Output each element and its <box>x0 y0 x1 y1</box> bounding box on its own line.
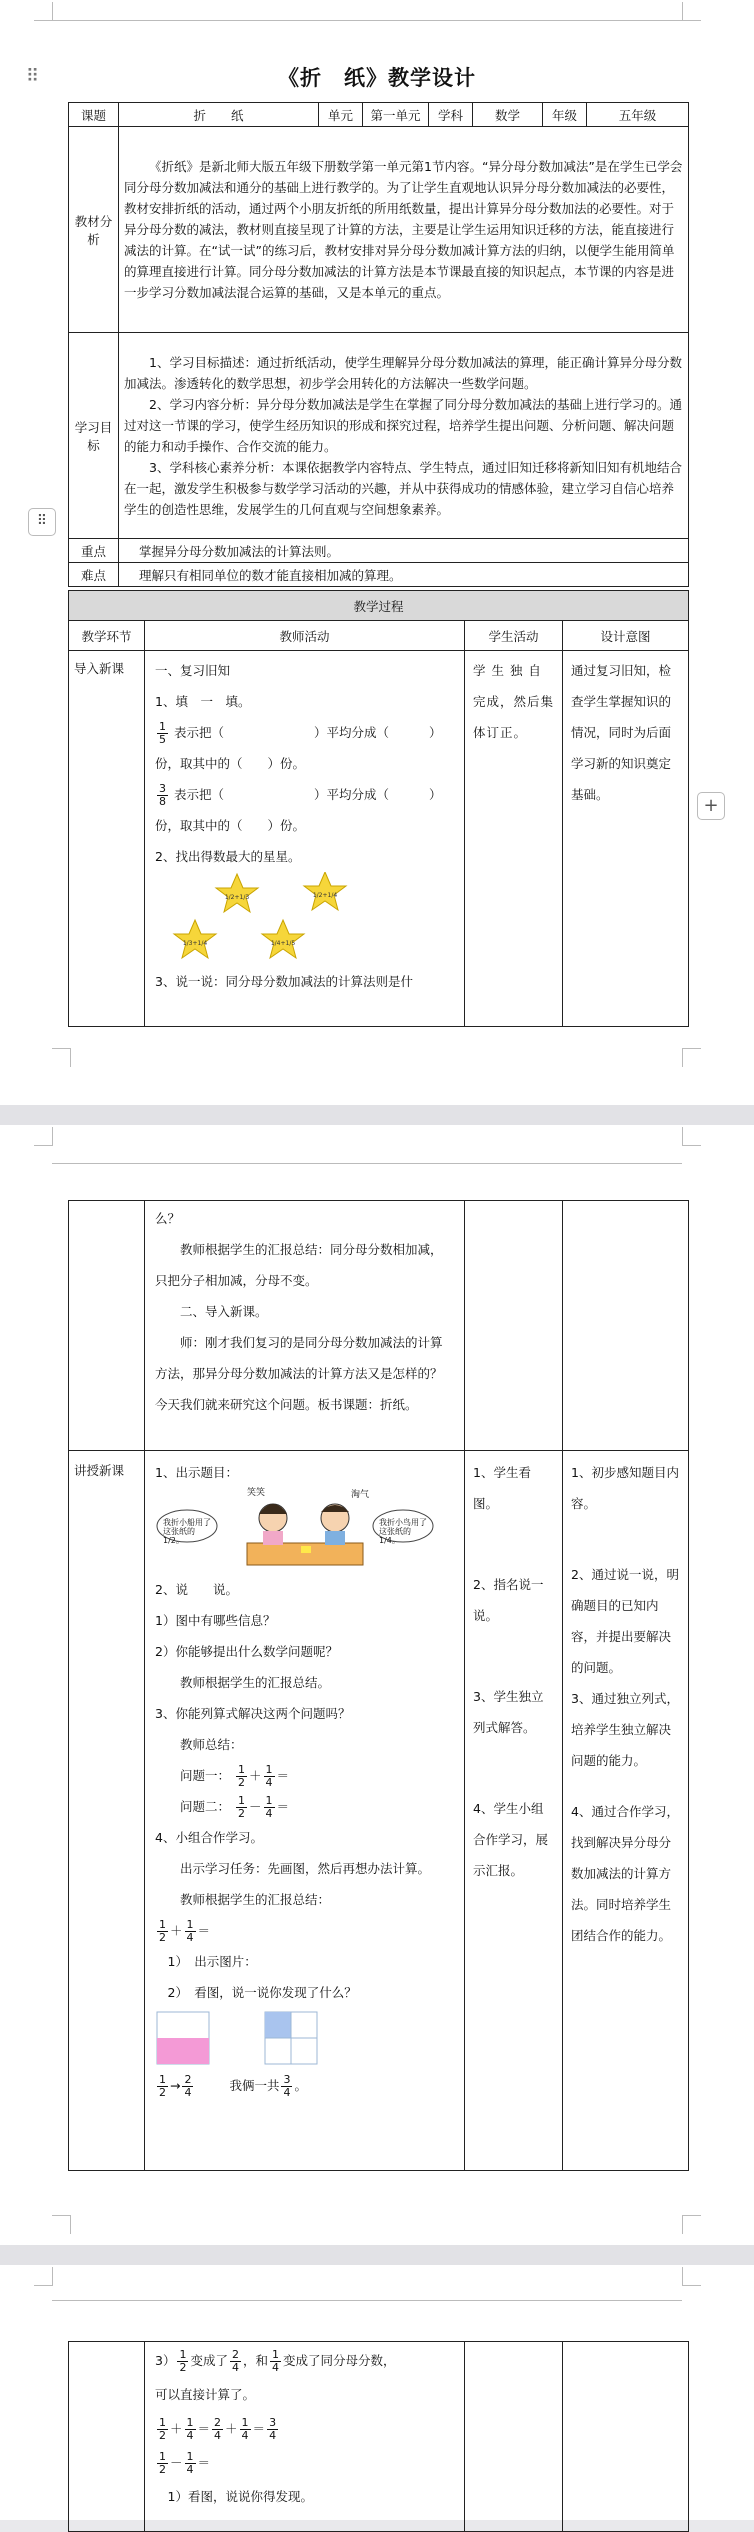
teacher-line: 2）你能够提出什么数学问题呢？ <box>155 1644 338 1659</box>
svg-text:1/3+1/4: 1/3+1/4 <box>182 940 208 947</box>
equation-line: $\frac{1}{2}$ － $\frac{1}{4}$ ＝ <box>159 2450 211 2476</box>
page-corner-mark <box>34 2267 53 2286</box>
header-cell: 学科 <box>429 103 473 127</box>
row-label: 教材分析 <box>69 127 119 333</box>
stage-cell: 导入新课 <box>69 651 145 1027</box>
row-label: 难点 <box>69 563 119 587</box>
column-header: 教学环节 <box>69 621 145 651</box>
stars-figure <box>155 872 454 966</box>
teacher-line: 么？ <box>155 1211 181 1226</box>
speech-bubble: 我折小船用了这张纸的1/2。 <box>163 1518 211 1545</box>
intent-step: 1、初步感知题目内容。 <box>571 1465 679 1511</box>
page-gap <box>0 1105 754 1125</box>
star-icon <box>174 920 216 958</box>
process-table-continued <box>68 2341 689 2532</box>
teacher-line: 1）图中有哪些信息？ <box>155 1613 276 1628</box>
page-gap <box>0 2245 754 2265</box>
equation-line: $\frac{1}{2}$ ＋ $\frac{1}{4}$ ＝ $\frac{2}{4}$ ＋ $\frac{1}{4}$ ＝ $\frac{3}{4}$ <box>159 2416 277 2442</box>
teacher-line: 1、出示题目： <box>155 1465 238 1480</box>
student-step: 4、学生小组合作学习，展示汇报。 <box>473 1801 549 1878</box>
header-cell: 课题 <box>69 103 119 127</box>
stage-cell <box>69 1201 145 1451</box>
teacher-line: 1） 出示图片： <box>167 1954 257 1969</box>
teacher-line: 教师根据学生的汇报总结：同分母分数相加减，只把分子相加减，分母不变。 <box>155 1242 443 1288</box>
column-header: 教师活动 <box>145 621 465 651</box>
drag-handle-icon[interactable]: ⠿ <box>26 66 40 87</box>
teacher-line: 3、你能列算式解决这两个问题吗？ <box>155 1706 351 1721</box>
material-analysis-text: 《折纸》是新北师大版五年级下册数学第一单元第1节内容。“异分母分数加减法”是在学生已学会同分母分数加减法和通分的基础上进行教学的。为了让学生直观地认识异分母分数加减法的必要性，教材安排折纸的活动，通过两个小朋友折纸的所用纸数量，提出计算异分母分数加法的必要性。对于异分母分数的减法，教材则直接呈现了计算的方法，主要是让学生运用知识迁移的方法，能直接进行减法的计算。在“试一试”的练习后，教材安排对异分母分数加减计算方法的归纳，以便学生能用简单的算理直接进行计算。同分母分数加减法的计算方法是本节课最直接的知识起点，本节课的内容是进一步学习分数加减法混合运算的基础，又是本单元的重点。 <box>124 159 683 300</box>
fraction-question: $\frac{1}{5}$ 表示把（ ）平均分成（ ） <box>159 720 442 746</box>
teacher-line: 3、说一说：同分母分数加减法的计算法则是什 <box>155 974 413 989</box>
folding-paper-illustration <box>155 1488 454 1574</box>
speech-bubble: 我折小鸟用了这张纸的1/4。 <box>379 1518 427 1545</box>
teacher-line: 教师根据学生的汇报总结。 <box>180 1675 331 1690</box>
goal-text: 1、学习目标描述：通过折纸活动，使学生理解异分母分数加减法的算理，能正确计算异分母分数加减法。渗透转化的数学思想，初步学会用转化的方法解决一些数学问题。 <box>124 354 682 391</box>
student-activity <box>465 2342 563 2532</box>
column-header: 设计意图 <box>563 621 689 651</box>
fraction: $\frac{3}{8}$ <box>159 782 166 808</box>
star-icon <box>304 872 346 910</box>
student-step: 1、学生看图。 <box>473 1465 531 1511</box>
fraction-diagram <box>155 2008 454 2070</box>
equation-line: 问题二： $\frac{1}{2}$ － $\frac{1}{4}$ ＝ <box>180 1794 290 1820</box>
header-cell: 单元 <box>319 103 363 127</box>
block-handle-icon[interactable]: ⠿ <box>28 508 56 536</box>
page-margin-line <box>52 20 682 21</box>
teacher-line: 2、找出得数最大的星星。 <box>155 849 301 864</box>
svg-text:1/2+1/4: 1/2+1/4 <box>312 892 338 899</box>
page-corner-mark <box>52 1048 71 1067</box>
row-label: 重点 <box>69 539 119 563</box>
lesson-table <box>68 102 689 587</box>
teacher-line: 出示学习任务：先画图，然后再想办法计算。 <box>180 1861 431 1876</box>
character-label: 笑笑 <box>247 1488 266 1498</box>
header-cell: 折 纸 <box>119 103 319 127</box>
student-step: 2、指名说一说。 <box>473 1577 544 1623</box>
page-corner-mark <box>34 1127 53 1146</box>
svg-text:1/4+1/5: 1/4+1/5 <box>270 940 296 947</box>
student-step: 3、学生独立列式解答。 <box>473 1689 544 1735</box>
page-2 <box>0 1125 754 2245</box>
page-corner-mark <box>682 2 701 21</box>
intent-step: 2、通过说一说，明确题目的已知内容，并提出要解决的问题。 <box>571 1567 679 1675</box>
page-margin-line <box>52 1163 682 1164</box>
character-label: 淘气 <box>351 1490 370 1500</box>
page-margin-line <box>52 2300 682 2301</box>
teacher-line: 师：刚才我们复习的是同分母分数加减法的计算方法，那异分母分数加减法的计算方法又是怎样的？今天我们就来研究这个问题。板书课题：折纸。 <box>155 1335 443 1412</box>
star-icon <box>216 874 258 912</box>
page-corner-mark <box>682 2267 701 2286</box>
goal-text: 2、学习内容分析：异分母分数加减法是学生在掌握了同分母分数加减法的基础上进行学习的。通过对这一节课的学习，使学生经历知识的形成和探究过程，培养学生提出问题、分析问题、解决问题的能力和动手操作、合作交流的能力。 <box>124 396 682 454</box>
teacher-line: 1、填 一 填。 <box>155 694 251 709</box>
teacher-line: 可以直接计算了。 <box>155 2387 256 2402</box>
process-heading: 教学过程 <box>69 591 689 621</box>
teacher-line: 1）看图，说说你得发现。 <box>167 2489 313 2504</box>
header-cell: 五年级 <box>587 103 689 127</box>
teacher-line: 份，取其中的（ ）份。 <box>155 818 306 833</box>
design-intent <box>563 1201 689 1451</box>
column-header: 学生活动 <box>465 621 563 651</box>
teacher-line: 2） 看图，说一说你发现了什么？ <box>167 1985 357 2000</box>
process-table-continued <box>68 1200 689 2171</box>
page-corner-mark <box>682 1048 701 1067</box>
teacher-line: 教师根据学生的汇报总结： <box>180 1892 331 1907</box>
goal-text: 3、学科核心素养分析：本课依据教学内容特点、学生特点，通过旧知迁移将新知旧知有机地结合在一起，激发学生积极参与数学学习活动的兴趣，并从中获得成功的情感体验，建立学习自信心培养学生的创造性思维，发展学生的几何直观与空间想象素养。 <box>124 459 682 517</box>
page-corner-mark <box>34 2 53 21</box>
intent-step: 3、通过独立列式，培养学生独立解决问题的能力。 <box>571 1691 679 1768</box>
page-corner-mark <box>52 2215 71 2234</box>
fraction: $\frac{1}{5}$ <box>159 720 166 746</box>
process-table <box>68 590 689 1027</box>
equation-line: $\frac{1}{2}$ ＋ $\frac{1}{4}$ ＝ <box>159 1918 211 1944</box>
student-activity <box>465 1201 563 1451</box>
add-block-icon[interactable]: + <box>697 792 725 820</box>
teacher-line: 一、复习旧知 <box>155 663 231 678</box>
row-label: 学习目标 <box>69 333 119 539</box>
header-cell: 数学 <box>473 103 543 127</box>
teacher-line: 教师总结： <box>180 1737 243 1752</box>
page-1 <box>0 0 754 1105</box>
teacher-line: 3） $\frac{1}{2}$ 变成了 $\frac{2}{4}$ ，和 $\frac{1}{4}$ 变成了同分母分数， <box>155 2348 396 2374</box>
page-3 <box>0 2265 754 2520</box>
intent-step: 4、通过合作学习，找到解决异分母分数加减法的计算方法。同时培养学生团结合作的能力。 <box>571 1804 679 1943</box>
key-point-text: 掌握异分母分数加减法的计算法则。 <box>119 539 689 563</box>
star-icon <box>262 920 304 958</box>
teacher-line: 4、小组合作学习。 <box>155 1830 263 1845</box>
page-corner-mark <box>682 1127 701 1146</box>
student-activity: 学 生 独 自 完成，然后集体订正。 <box>465 651 563 1027</box>
page-title: 《折 纸》教学设计 <box>278 66 476 90</box>
teacher-line: 二、导入新课。 <box>180 1304 268 1319</box>
svg-text:1/2+1/3: 1/2+1/3 <box>224 894 250 901</box>
design-intent: 通过复习旧知，检查学生掌握知识的情况，同时为后面学习新的知识奠定基础。 <box>563 651 689 1027</box>
header-cell: 年级 <box>543 103 587 127</box>
fraction-question: $\frac{3}{8}$ 表示把（ ）平均分成（ ） <box>159 782 442 808</box>
equation-line: 问题一： $\frac{1}{2}$ ＋ $\frac{1}{4}$ ＝ <box>180 1763 290 1789</box>
page-corner-mark <box>682 2215 701 2234</box>
difficulty-text: 理解只有相同单位的数才能直接相加减的算理。 <box>119 563 689 587</box>
teacher-line: 份，取其中的（ ）份。 <box>155 756 306 771</box>
design-intent <box>563 2342 689 2532</box>
header-cell: 第一单元 <box>363 103 429 127</box>
stage-cell <box>69 2342 145 2532</box>
stage-cell: 讲授新课 <box>69 1451 145 2171</box>
equation-line: $\frac{1}{2}$ → $\frac{2}{4}$ 我俩一共 $\frac{3}{4}$ 。 <box>159 2073 307 2099</box>
teacher-line: 2、说 说。 <box>155 1582 238 1597</box>
